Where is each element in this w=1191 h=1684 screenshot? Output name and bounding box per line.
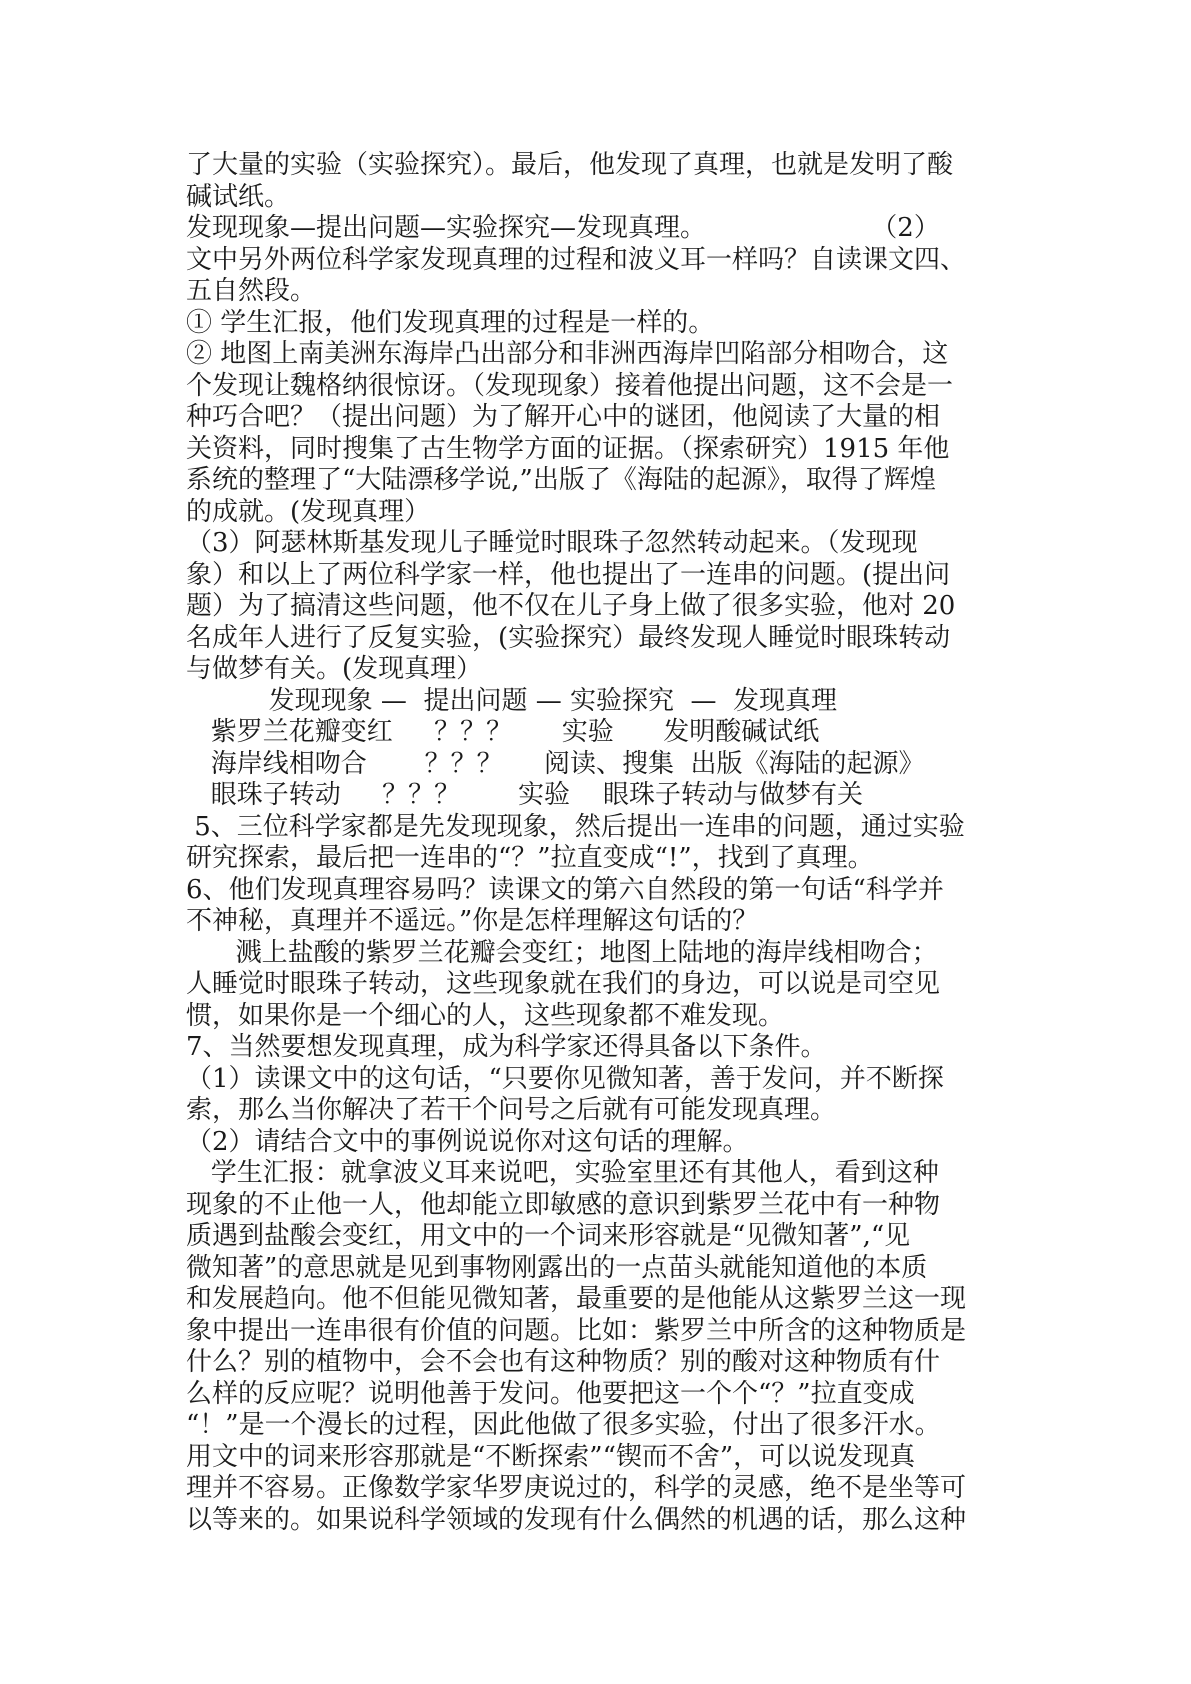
text-line: 6、他们发现真理容易吗？读课文的第六自然段的第一句话“科学并 [186, 874, 944, 905]
text-line: 7、当然要想发现真理，成为科学家还得具备以下条件。 [186, 1032, 827, 1062]
text-line: 了大量的实验（实验探究）。最后，他发现了真理，也就是发明了酸 [186, 150, 954, 180]
flow-row-boyle: 紫罗兰花瓣变红 ？？？ 实验 发明酸碱试纸 [186, 717, 820, 747]
text-line: ② 地图上南美洲东海岸凸出部分和非洲西海岸凹陷部分相吻合，这 [186, 339, 949, 369]
text-line: 碱试纸。 [186, 181, 291, 212]
text-line: 溅上盐酸的紫罗兰花瓣会变红；地图上陆地的海岸线相吻合； [186, 937, 938, 968]
text-line: （3）阿瑟林斯基发现儿子睡觉时眼珠子忽然转动起来。（发现现 [186, 528, 918, 558]
text-line: 学生汇报：就拿波义耳来说吧，实验室里还有其他人，看到这种 [186, 1158, 939, 1188]
text-line: 索，那么当你解决了若干个问号之后就有可能发现真理。 [186, 1095, 837, 1125]
text-line: 以等来的。如果说科学领域的发现有什么偶然的机遇的话，那么这种 [186, 1504, 967, 1535]
text-line: 5、三位科学家都是先发现现象，然后提出一连串的问题，通过实验 [186, 811, 965, 842]
text-line: 文中另外两位科学家发现真理的过程和波义耳一样吗？自读课文四、 [186, 244, 967, 275]
text-line: （2）请结合文中的事例说说你对这句话的理解。 [186, 1126, 749, 1157]
text-line: 的成就。(发现真理） [186, 496, 431, 527]
text-line: 关资料，同时搜集了古生物学方面的证据。（探索研究）1915 年他 [186, 433, 950, 464]
text-line: ① 学生汇报，他们发现真理的过程是一样的。 [186, 307, 715, 338]
text-line: “！”是一个漫长的过程，因此他做了很多实验，付出了很多汗水。 [186, 1410, 941, 1440]
text-line: 名成年人进行了反复实验，(实验探究）最终发现人睡觉时眼珠转动 [186, 622, 951, 653]
text-line: 系统的整理了“大陆漂移学说,”出版了《海陆的起源》，取得了辉煌 [186, 465, 936, 495]
text-line: 用文中的词来形容那就是“不断探索”“锲而不舍”，可以说发现真 [186, 1441, 916, 1472]
text-line: 质遇到盐酸会变红，用文中的一个词来形容就是“见微知著”,“见 [186, 1221, 911, 1251]
text-line: 题）为了搞清这些问题，他不仅在儿子身上做了很多实验，他对 20 [186, 591, 956, 621]
text-line: 什么？别的植物中，会不会也有这种物质？别的酸对这种物质有什 [186, 1347, 941, 1377]
text-line: 理并不容易。正像数学家华罗庚说过的，科学的灵感，绝不是坐等可 [186, 1473, 967, 1503]
flow-header: 发现现象 — 提出问题 — 实验探究 — 发现真理 [186, 685, 838, 716]
text-line: 现象的不止他一人，他却能立即敏感的意识到紫罗兰花中有一种物 [186, 1189, 941, 1220]
flow-row-aserinsky: 眼珠子转动 ？？？ 实验 眼珠子转动与做梦有关 [186, 780, 864, 810]
text-line: 象）和以上了两位科学家一样，他也提出了一连串的问题。(提出问 [186, 559, 951, 590]
text-line: 不神秘，真理并不遥远。”你是怎样理解这句话的？ [186, 906, 759, 936]
text-line: 研究探索，最后把一连串的“？”拉直变成“!”，找到了真理。 [186, 843, 874, 873]
text-line: 与做梦有关。(发现真理） [186, 654, 483, 684]
text-line: 惯，如果你是一个细心的人，这些现象都不难发现。 [186, 1000, 785, 1031]
text-line: 象中提出一连串很有价值的问题。比如：紫罗兰中所含的这种物质是 [186, 1315, 967, 1346]
text-line: 五自然段。 [186, 276, 317, 306]
text-line: （1）读课文中的这句话，“只要你见微知著，善于发问，并不断探 [186, 1063, 944, 1094]
text-line: 和发展趋向。他不但能见微知著，最重要的是他能从这紫罗兰这一现 [186, 1284, 967, 1314]
text-line: 微知著”的意思就是见到事物刚露出的一点苗头就能知道他的本质 [186, 1252, 928, 1283]
document-page [186, 150, 1012, 1536]
flow-row-wegener: 海岸线相吻合 ？？？ 阅读、搜集 出版《海陆的起源》 [186, 748, 925, 779]
text-line: 个发现让魏格纳很惊讶。（发现现象）接着他提出问题，这不会是一 [186, 370, 954, 401]
text-line: 么样的反应呢？说明他善于发问。他要把这一个个“？”拉直变成 [186, 1378, 915, 1409]
text-line: 发现现象—提出问题—实验探究—发现真理。 （2） [186, 213, 940, 243]
text-line: 种巧合吧？（提出问题）为了解开心中的谜团，他阅读了大量的相 [186, 402, 941, 432]
text-line: 人睡觉时眼珠子转动，这些现象就在我们的身边，可以说是司空见 [186, 969, 941, 999]
